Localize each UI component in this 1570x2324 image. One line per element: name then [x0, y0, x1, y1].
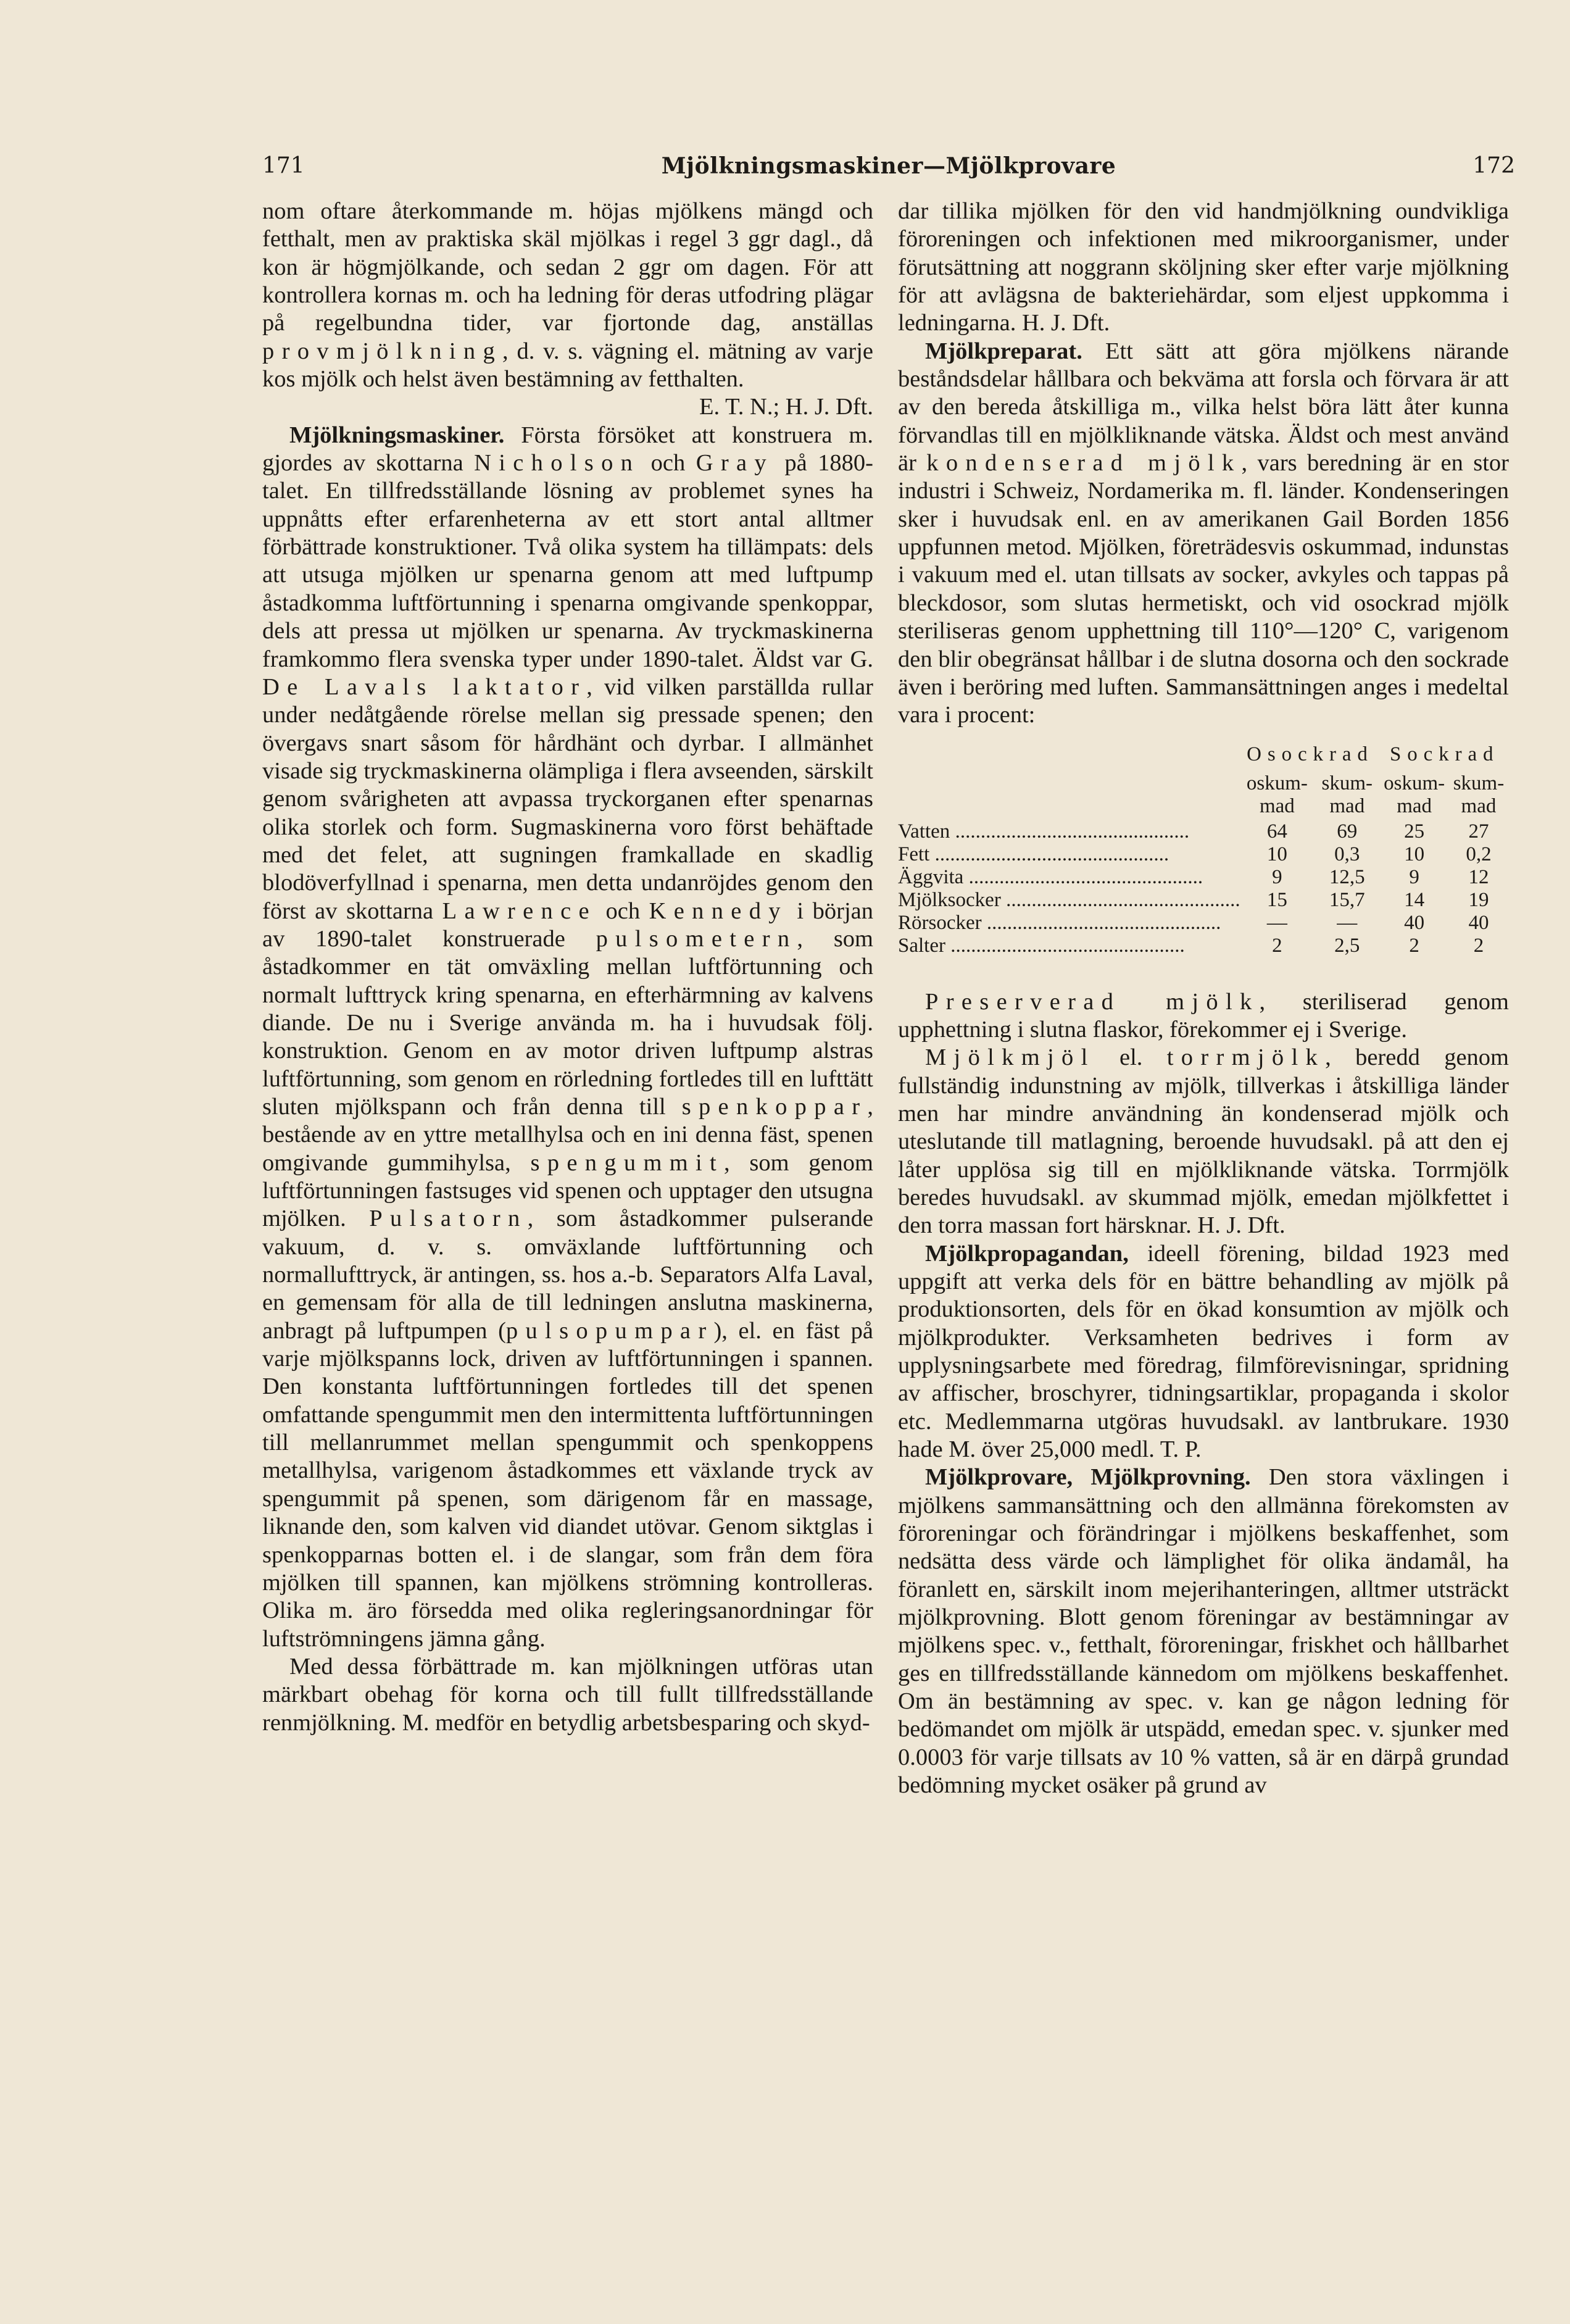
entry-mjolkningsmaskiner: Mjölkningsmaskiner. Första försöket att konstruera m. gjordes av skottarna Nicholson och Gray på 1880-talet. En tillfredsställande lösning av problemet synes ha uppnåtts efter erfarenheterna av ett stort antal alltmer förbättrade konstruktioner. Två olika system ha tillämpats: dels att utsuga mjölken ur spenarna genom att med luftpump åstadkomma luftförtunning i spenarna omgivande spenkoppar, dels att pressa ut mjölken ur spenarna. Av tryckmaskinerna framkommo flera svenska typer under 1890-talet. Äldst var G. De Lavals laktator, vid vilken parställda rullar under nedåtgående rörelse mellan sig pressade spenen; den övergavs snart såsom för hårdhänt och dyrbar. I allmänhet visade sig tryckmaskinerna olämpliga i flera avseenden, särskilt genom svårigheten att avpassa tryckorganen efter spenarnas olika storlek och form. Sugmaskinerna voro först behäftade med det felet, att sugningen framkallade en skadlig blodöverfyllnad i spenarna, men detta undanröjdes genom den först av skottarna Lawrence och Kennedy i början av 1890-talet konstruerade pulsometern, som åstadkommer en tät omväxling mellan luftförtunning och normalt lufttryck kring spenarna, en efterhärmning av kalvens diande. De nu i Sverige använda m. ha i huvudsak följ. konstruktion. Genom en av motor driven luftpump alstras luftförtunning, som genom en rörledning fortledes till en lufttätt sluten mjölkspann och från denna till spenkoppar, bestående av en yttre metallhylsa och en ini denna fäst, spenen omgivande gummihylsa, spengummit, som genom luftförtunningen fastsuges vid spenen och upptager den utsugna mjölken. Pulsatorn, som åstadkommer pulserande vakuum, d. v. s. omväxlande luftförtunning och normallufttryck, är antingen, ss. hos a.-b. Separators Alfa Laval, en gemensam för alla de till ledningen anslutna maskinerna, anbragt på luftpumpen (pulsopumpar), el. en fäst på varje mjölkspanns lock, driven av luftförtunningen i spannen. Den konstanta luftförtunningen fortledes till det spenen omfattande spengummit men den intermittenta luftförtunningen till mellanrummet mellan spengummit och spenkoppens metallhylsa, varigenom åstadkommes ett växlande tryck av spengummit på spenen, som därigenom får en massage, liknande den, som kalven vid diandet utövar. Genom siktglas i spenkopparnas botten el. i de slangar, som från dem föra mjölken till spannen, kan mjölkens strömning kontrolleras. Olika m. äro försedda med olika regleringsanordningar för luftströmningens jämna gång. — [262, 422, 873, 1652]
entry-headword: Mjölkpropagandan, — [925, 1240, 1129, 1267]
table-row: Mjölksocker ..... 15 15,7 14 19 — [898, 889, 1509, 912]
running-title: Mjölkningsmaskiner—Mjölkprovare — [661, 153, 1116, 179]
paragraph-mjolkmjol: Mjölkmjöl el. torrmjölk, beredd genom fullständig indunstning av mjölk, tillverkas i åtskilliga länder men har mindre användning än kondenserad mjölk och uteslutande till matlagning, beroende huvudsakl. på att den ej låter upplösa sig till en mjölkliknande vätska. Torrmjölk beredes huvudsakl. av skummad mjölk, emedan mjölkfettet i den torra massan fort härsknar. H. J. Dft. — [898, 1044, 1509, 1239]
left-column — [262, 198, 873, 1737]
table-column-header: skum-mad — [1321, 772, 1373, 817]
table-row: Salter ..... 2 2,5 2 2 — [898, 935, 1509, 957]
table-column-header: oskum-mad — [1246, 772, 1308, 817]
left-page-number: 171 — [262, 153, 305, 178]
table-row: Rörsocker ..... — — 40 40 — [898, 912, 1509, 935]
table-column-header: oskum-mad — [1384, 772, 1445, 817]
table-group-header: Osockrad — [1247, 743, 1374, 765]
table-row: Vatten ..... 64 69 25 27 — [898, 820, 1509, 843]
paragraph-mjolkningsmaskiner-end: dar tillika mjölken för den vid handmjölkning oundvikliga föroreningen och infektionen med mikroorganismer, under förutsättning att noggrann sköljning sker efter varje mjölkning för att avlägsna de bakteriehärdar, som eljest uppkomma i ledningarna. H. J. Dft. — [898, 198, 1509, 336]
signature: E. T. N.; H. J. Dft. — [699, 394, 873, 420]
right-page-number: 172 — [1472, 153, 1515, 178]
entry-headword: Mjölkprovare, Mjölkprovning. — [925, 1464, 1251, 1491]
page-header — [262, 153, 1515, 190]
right-column — [898, 198, 1509, 1800]
table-row: Fett ..... 10 0,3 10 0,2 — [898, 843, 1509, 866]
table-group-header: Sockrad — [1389, 743, 1500, 765]
table-column-header: skum-mad — [1453, 772, 1505, 817]
entry-mjolkprovare: Mjölkprovare, Mjölkprovning. Den stora växlingen i mjölkens sammansättning och den allmänna förekomsten av föroreningar och förändringar i mjölkens beskaffenhet, som nedsätta dess värde och lämplighet för olika ändamål, ha föranlett en, särskilt inom mejerihanteringen, alltmer utsträckt mjölkprovning. Blott genom föreningar av bestämningar av mjölkens spec. v., fetthalt, föroreningar, friskhet och hållbarhet ges en tillfredsställande kännedom om mjölkens beskaffenhet. Om än bestämning av spec. v. kan ge någon ledning för bedömandet om mjölk är utspädd, emedan spec. v. sjunker med 0.0003 för varje tillsats av 10 % vatten, så är en därpå grundad bedömning mycket osäker på grund av — [898, 1464, 1509, 1799]
entry-headword: Mjölkningsmaskiner. — [289, 422, 505, 448]
entry-mjolkpropagandan: Mjölkpropagandan, ideell förening, bildad 1923 med uppgift att verka dels för en bättre behandling av mjölk på produktionsorten, dels för en ökad konsumtion av mjölk och mjölkprodukter. Verksamheten bedrives i form av upplysningsarbete med föredrag, filmförevisningar, spridning av affischer, broschyrer, tidningsartiklar, propaganda i skolor etc. Medlemmarna utgöras huvudsakl. av lantbrukare. 1930 hade M. över 25,000 medl. T. P. — [898, 1240, 1509, 1463]
entry-mjolkpreparat: Mjölkpreparat. Ett sätt att göra mjölkens närande beståndsdelar hållbara och bekväma att forsla och förvara är att av den bereda åtskilliga m., vilka helst böra lätt åter kunna förvandlas till en mjölkliknande vätska. Äldst och mest använd är kondenserad mjölk, vars beredning är en stor industri i Schweiz, Nordamerika m. fl. länder. Kondenseringen sker i huvudsak enl. en av amerikanen Gail Borden 1856 uppfunnen metod. Mjölken, företrädesvis oskummad, indunstas i vakuum med el. utan tillsats av socker, avkyles och tappas på bleckdosor, som slutas hermetiskt, och vid osockrad mjölk steriliseras genom upphettning till 110°—120° C, varigenom den blir obegränsat hållbar i de slutna dosorna och den sockrade även i beröring med luften. Sammansättningen anges i medeltal vara i procent: — [898, 338, 1509, 728]
table-row: Äggvita ..... 9 12,5 9 12 — [898, 866, 1509, 889]
paragraph-mjolkning-end: nom oftare återkommande m. höjas mjölkens mängd och fetthalt, men av praktiska skäl mjölkas i regel 3 ggr dagl., då kon är högmjölkande, och sedan 2 ggr om dagen. För att kontrollera kornas m. och ha ledning för deras utfodring plägar på regelbundna tider, var fjortonde dag, anställas provmjölkning, d. v. s. vägning el. mätning av varje kos mjölk och helst även bestämning av fetthalten. — [262, 198, 873, 393]
entry-headword: Mjölkpreparat. — [925, 338, 1082, 364]
paragraph-preserverad-mjolk: Preserverad mjölk, steriliserad genom upphettning i slutna flaskor, förekommer ej i Sverige. — [898, 988, 1509, 1043]
composition-table — [898, 743, 1509, 957]
paragraph-mjolkningsmaskiner-cont: Med dessa förbättrade m. kan mjölkningen utföras utan märkbart obehag för korna och till fullt tillfredsställande renmjölkning. M. medför en betydlig arbetsbesparing och skyd- — [262, 1653, 873, 1736]
